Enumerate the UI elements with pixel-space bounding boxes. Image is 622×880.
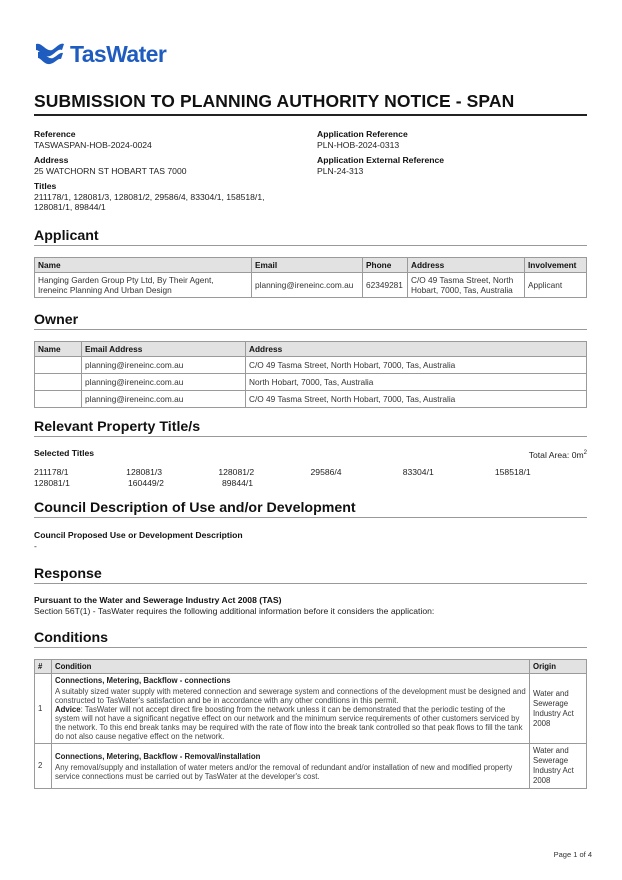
titles-row	[34, 478, 587, 489]
condition-cell	[52, 674, 530, 744]
response-text: Section 56T(1) - TasWater requires the following additional information before it considers the application:	[34, 605, 435, 616]
condition-title: Connections, Metering, Backflow - connections	[55, 676, 231, 685]
reference-field	[34, 129, 152, 150]
titles-label: Titles	[34, 181, 57, 191]
column-header: Origin	[530, 660, 587, 674]
total-area-sup: 2	[583, 450, 587, 456]
column-header: Phone	[363, 258, 408, 273]
column-header: Email	[252, 258, 363, 273]
column-header: Involvement	[525, 258, 587, 273]
applicant-heading: Applicant	[34, 228, 587, 246]
owner-name-cell	[35, 374, 82, 391]
table-header-row	[35, 342, 587, 357]
column-header: Name	[35, 342, 82, 357]
column-header: Address	[408, 258, 525, 273]
owner-email-cell: planning@ireneinc.com.au	[82, 374, 246, 391]
condition-cell	[52, 744, 530, 789]
owner-table	[34, 341, 587, 408]
titles-grid	[34, 467, 587, 488]
title-item: 160449/2	[128, 477, 164, 488]
title-item: 158518/1	[494, 467, 531, 477]
address-value: 25 WATCHORN ST HOBART TAS 7000	[34, 165, 187, 176]
title-item: 29586/4	[310, 467, 342, 477]
table-header-row	[35, 660, 587, 674]
application-reference-field	[317, 129, 408, 150]
document-title: SUBMISSION TO PLANNING AUTHORITY NOTICE - SPAN	[34, 91, 587, 116]
table-row	[35, 357, 587, 374]
applicant-name-line: Ireneinc Planning And Urban Design	[38, 285, 172, 295]
application-reference-label: Application Reference	[317, 129, 408, 139]
logo-text: TasWater	[70, 40, 167, 67]
owner-name-cell	[35, 391, 82, 408]
title-item: 128081/1	[34, 477, 70, 488]
address-field	[34, 155, 187, 176]
applicant-address-cell	[408, 273, 525, 298]
applicant-table	[34, 257, 587, 298]
column-header: Email Address	[82, 342, 246, 357]
applicant-address-line: C/O 49 Tasma Street, North	[411, 275, 514, 285]
council-description-label: Council Proposed Use or Development Description	[34, 530, 243, 540]
condition-origin: Water and Sewerage Industry Act 2008	[530, 744, 587, 789]
applicant-email-cell: planning@ireneinc.com.au	[252, 273, 363, 298]
application-external-reference-label: Application External Reference	[317, 155, 445, 165]
response-label: Pursuant to the Water and Sewerage Industry Act 2008 (TAS)	[34, 595, 282, 605]
titles-value-line2: 128081/1, 89844/1	[34, 202, 106, 212]
owner-heading: Owner	[34, 312, 587, 330]
titles-row	[34, 467, 587, 478]
applicant-involvement-cell: Applicant	[525, 273, 587, 298]
advice-text: : TasWater will not accept direct fire boosting from the network unless it can be demonstrated that the periodic testing of the system will not have a significant negative effect on our network and the minimum service requirements of other customers serviced by the network. To this end break tanks may be required with the rate of flow into the break tank controlled so that peak flows to fill the tank do not also cause negative effect on the network.	[55, 705, 523, 741]
table-row	[35, 391, 587, 408]
title-item: 83304/1	[402, 467, 434, 477]
applicant-name-cell	[35, 273, 252, 298]
reference-value: TASWASPAN-HOB-2024-0024	[34, 139, 152, 150]
total-area	[529, 448, 587, 460]
title-item: 89844/1	[222, 477, 254, 488]
condition-number: 2	[35, 744, 52, 789]
property-heading: Relevant Property Title/s	[34, 419, 587, 437]
titles-value-line1: 211178/1, 128081/3, 128081/2, 29586/4, 83304/1, 158518/1,	[34, 191, 265, 202]
owner-address-cell: North Hobart, 7000, Tas, Australia	[246, 374, 587, 391]
advice-label: Advice	[55, 705, 81, 714]
application-external-reference-field	[317, 155, 444, 176]
council-heading: Council Description of Use and/or Development	[34, 500, 587, 518]
response-heading: Response	[34, 566, 587, 584]
application-external-reference-value: PLN-24-313	[317, 165, 364, 176]
applicant-address-line: Hobart, 7000, Tas, Australia	[411, 285, 513, 295]
taswater-logo	[34, 38, 166, 70]
council-description	[34, 530, 243, 551]
selected-titles-label: Selected Titles	[34, 448, 95, 458]
owner-email-cell: planning@ireneinc.com.au	[82, 391, 246, 408]
council-description-value: -	[34, 540, 37, 551]
owner-name-cell	[35, 357, 82, 374]
condition-advice	[55, 705, 526, 741]
owner-address-cell: C/O 49 Tasma Street, North Hobart, 7000, Tas, Australia	[246, 391, 587, 408]
address-label: Address	[34, 155, 69, 165]
condition-origin: Water and Sewerage Industry Act 2008	[530, 674, 587, 744]
applicant-name-line: Hanging Garden Group Pty Ltd, By Their Agent,	[38, 275, 214, 285]
page-number: Page 1 of 4	[553, 850, 592, 859]
table-row	[35, 744, 587, 789]
table-row	[35, 273, 587, 298]
title-item: 128081/3	[126, 467, 163, 477]
titles-field	[34, 181, 265, 213]
column-header: Name	[35, 258, 252, 273]
title-item: 211178/1	[34, 467, 69, 477]
condition-text: A suitably sized water supply with metered connection and sewerage system and connections of the development must be designed and constructed to TasWater's satisfaction and be in accordance with any other conditions in this permit.	[55, 687, 526, 705]
condition-title: Connections, Metering, Backflow - Removal/installation	[55, 751, 261, 761]
condition-number: 1	[35, 674, 52, 744]
applicant-phone-cell: 62349281	[363, 273, 408, 298]
table-header-row	[35, 258, 587, 273]
column-header: #	[35, 660, 52, 674]
conditions-heading: Conditions	[34, 630, 587, 648]
application-reference-value: PLN-HOB-2024-0313	[317, 139, 400, 150]
condition-text: Any removal/supply and installation of water meters and/or the removal of redundant and/or installation of new and modified property service connections must be carried out by TasWater at the developer's cost.	[55, 762, 513, 781]
taswater-wave-icon	[34, 38, 66, 70]
response-body	[34, 595, 434, 616]
total-area-label: Total Area: 0m	[528, 449, 584, 460]
table-row	[35, 374, 587, 391]
owner-email-cell: planning@ireneinc.com.au	[82, 357, 246, 374]
reference-label: Reference	[34, 129, 76, 139]
column-header: Address	[246, 342, 587, 357]
column-header: Condition	[52, 660, 530, 674]
conditions-table	[34, 659, 587, 789]
table-row	[35, 674, 587, 744]
owner-address-cell: C/O 49 Tasma Street, North Hobart, 7000, Tas, Australia	[246, 357, 587, 374]
title-item: 128081/2	[218, 467, 255, 477]
